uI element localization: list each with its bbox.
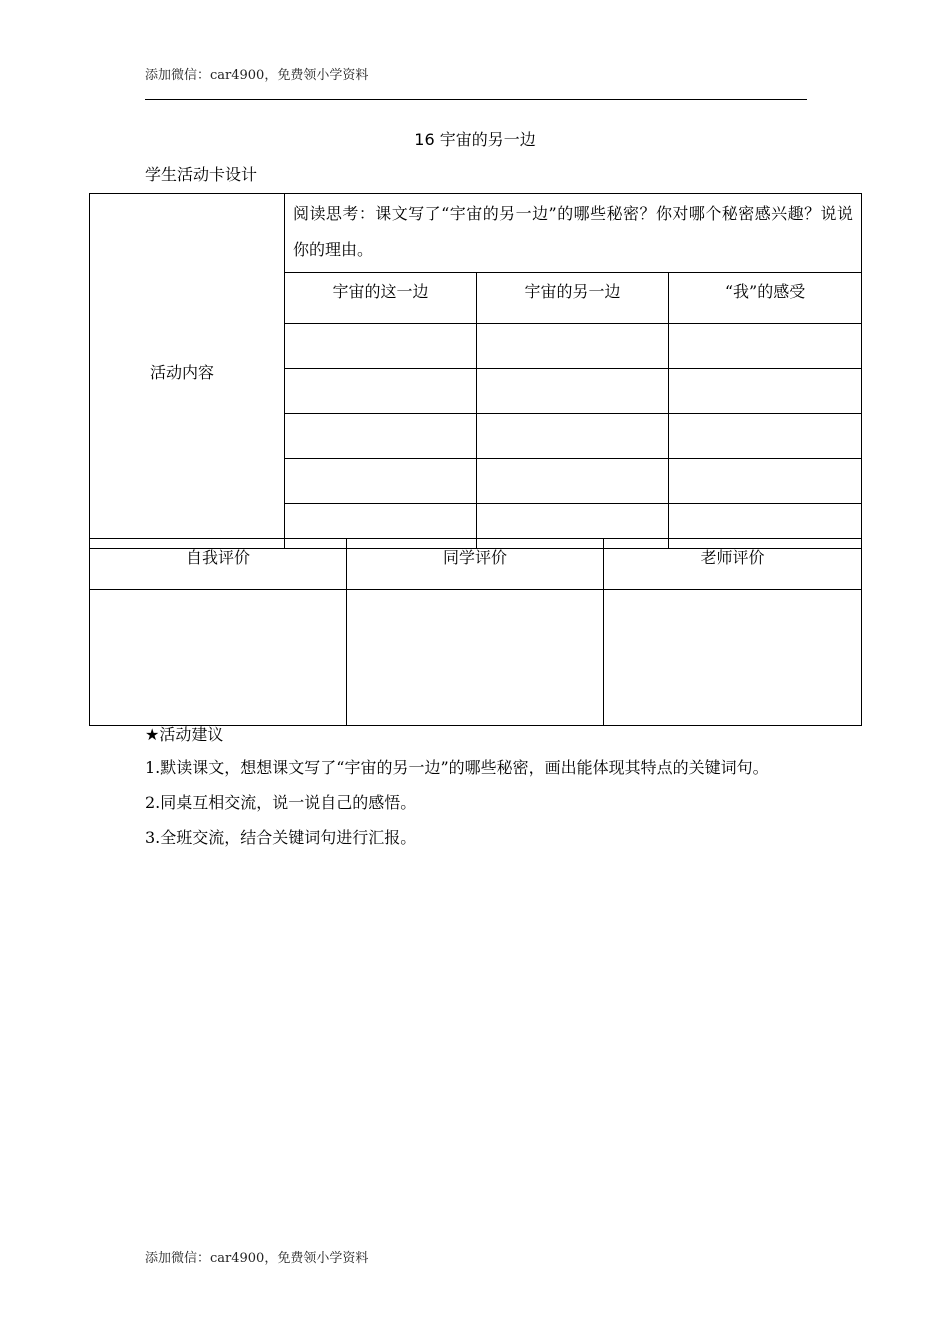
blank-cell[interactable] (477, 324, 669, 369)
blank-cell[interactable] (669, 459, 862, 504)
activity-prompt: 阅读思考：课文写了“宇宙的另一边”的哪些秘密？你对哪个秘密感兴趣？说说你的理由。 (285, 194, 862, 273)
blank-cell[interactable] (669, 324, 862, 369)
suggestions-list (145, 750, 861, 855)
blank-cell[interactable] (285, 369, 477, 414)
peer-evaluation-field[interactable] (347, 590, 604, 726)
self-evaluation-header: 自我评价 (90, 539, 347, 590)
evaluation-table (89, 538, 862, 726)
list-item: 1.默读课文，想想课文写了“宇宙的另一边”的哪些秘密，画出能体现其特点的关键词句。 (145, 758, 769, 777)
blank-cell[interactable] (285, 459, 477, 504)
section-label: 学生活动卡设计 (145, 165, 258, 184)
activity-table (89, 193, 862, 549)
header-note: 添加微信：car4900，免费领小学资料 (145, 68, 369, 83)
blank-cell[interactable] (285, 414, 477, 459)
activity-label-cell (90, 194, 285, 549)
blank-cell[interactable] (477, 459, 669, 504)
column-header-my-feeling: “我”的感受 (669, 273, 862, 324)
footer-note: 添加微信：car4900，免费领小学资料 (145, 1251, 369, 1266)
activity-label: 活动内容 (150, 362, 215, 382)
list-item: 2.同桌互相交流，说一说自己的感悟。 (145, 793, 417, 812)
document-title: 16 宇宙的另一边 (414, 130, 536, 149)
suggestions-title: ★活动建议 (145, 725, 224, 744)
blank-cell[interactable] (285, 324, 477, 369)
list-item: 3.全班交流，结合关键词句进行汇报。 (145, 828, 417, 847)
teacher-evaluation-field[interactable] (604, 590, 862, 726)
peer-evaluation-header: 同学评价 (347, 539, 604, 590)
blank-cell[interactable] (477, 369, 669, 414)
teacher-evaluation-header: 老师评价 (604, 539, 862, 590)
blank-cell[interactable] (669, 369, 862, 414)
header-divider (145, 99, 807, 100)
blank-cell[interactable] (477, 414, 669, 459)
self-evaluation-field[interactable] (90, 590, 347, 726)
blank-cell[interactable] (669, 414, 862, 459)
column-header-other-side: 宇宙的另一边 (477, 273, 669, 324)
column-header-this-side: 宇宙的这一边 (285, 273, 477, 324)
